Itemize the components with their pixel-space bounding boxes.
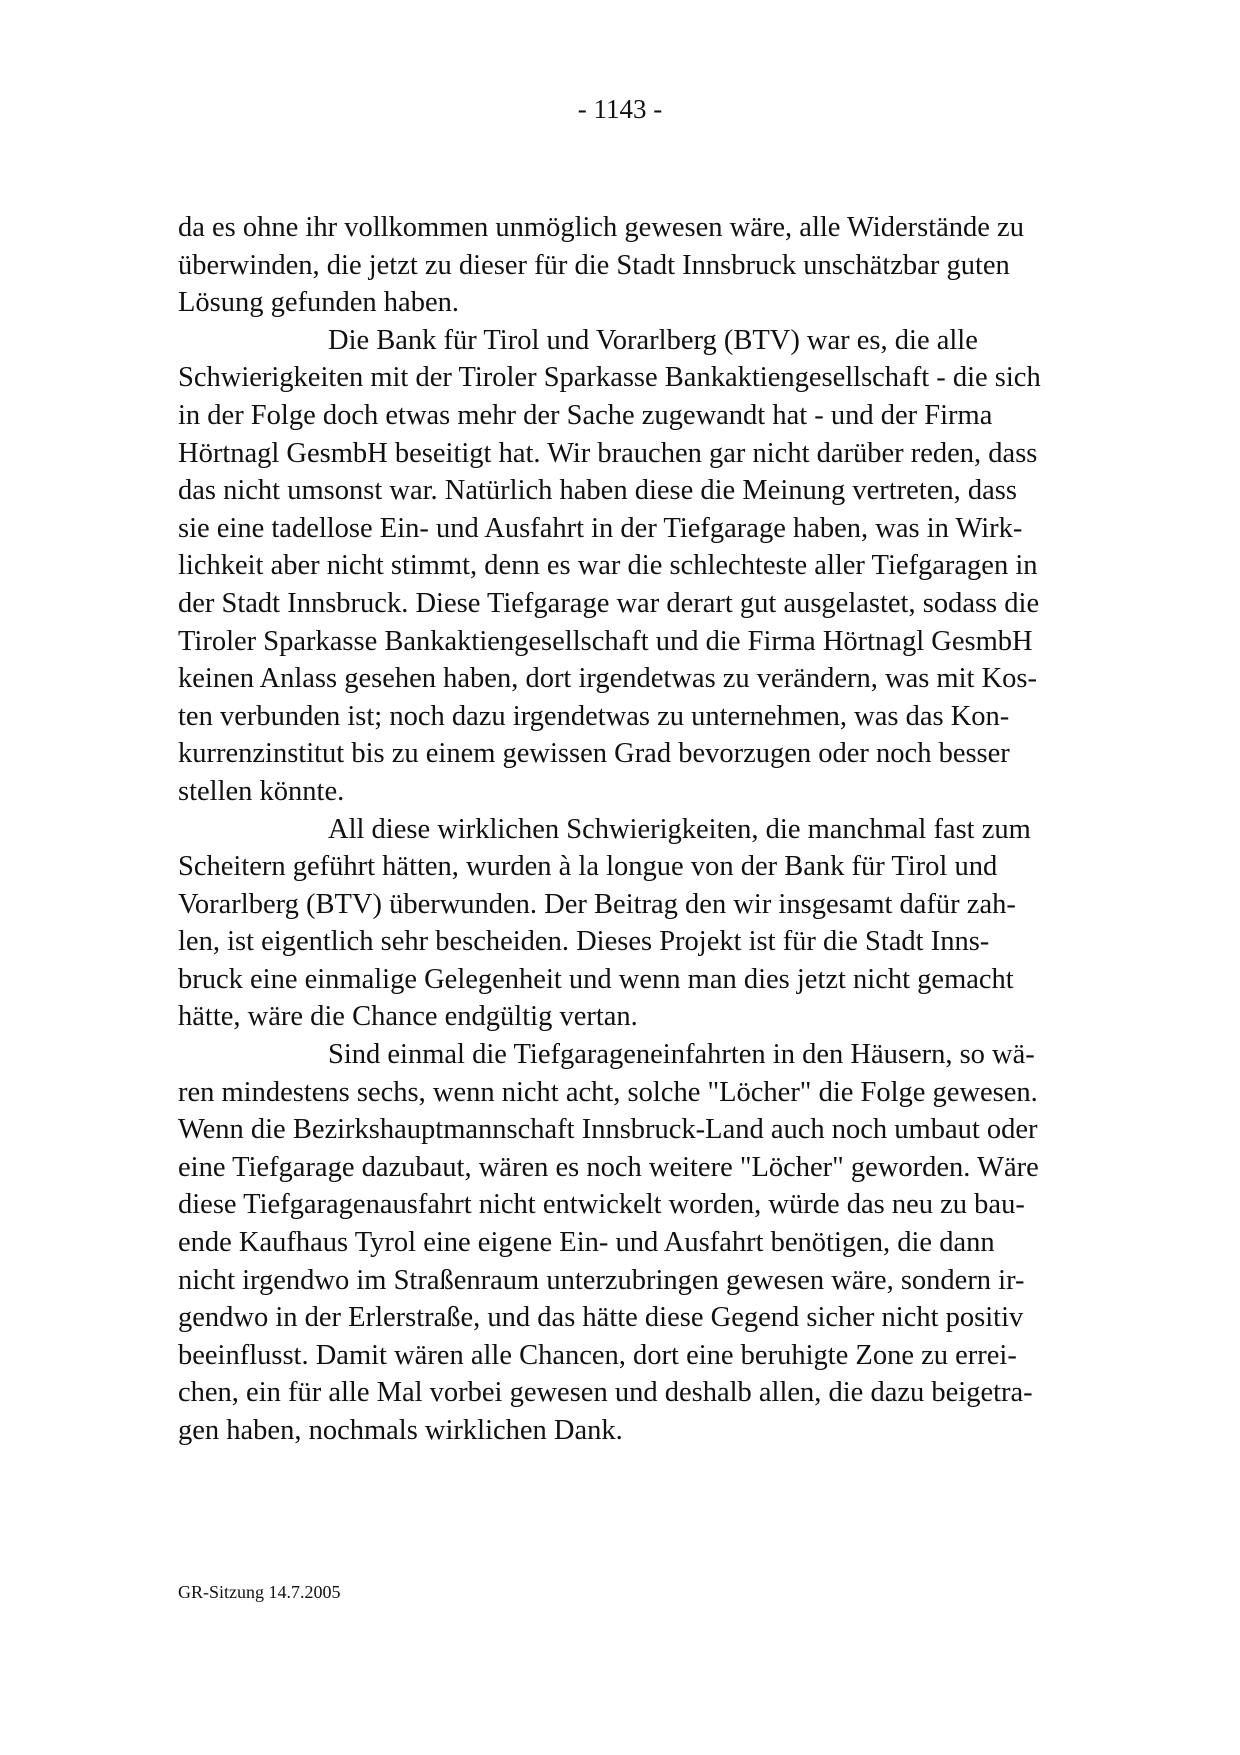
text-line: nicht irgendwo im Straßenraum unterzubringen gewesen wäre, sondern ir- <box>178 1264 1025 1296</box>
text-line: das nicht umsonst war. Natürlich haben diese die Meinung vertreten, dass <box>178 475 1017 507</box>
paragraph-first-line: All diese wirklichen Schwierigkeiten, die manchmal fast zum <box>328 813 1031 845</box>
text-line: beeinflusst. Damit wären alle Chancen, dort eine beruhigte Zone zu errei- <box>178 1339 1017 1371</box>
document-body <box>178 209 1078 1450</box>
text-line: Wenn die Bezirkshauptmannschaft Innsbruck-Land auch noch umbaut oder <box>178 1114 1038 1146</box>
text-line: Hörtnagl GesmbH beseitigt hat. Wir brauchen gar nicht darüber reden, dass <box>178 437 1038 469</box>
text-line: eine Tiefgarage dazubaut, wären es noch weitere "Löcher" geworden. Wäre <box>178 1151 1039 1183</box>
text-line: da es ohne ihr vollkommen unmöglich gewesen wäre, alle Widerstände zu <box>178 212 1024 243</box>
text-line: hätte, wäre die Chance endgültig vertan. <box>178 1001 638 1033</box>
text-line: chen, ein für alle Mal vorbei gewesen und deshalb allen, die dazu beigetra- <box>178 1377 1033 1409</box>
paragraph-first-line: Die Bank für Tirol und Vorarlberg (BTV) war es, die alle <box>328 324 978 356</box>
text-line: len, ist eigentlich sehr bescheiden. Dieses Projekt ist für die Stadt Inns- <box>178 926 990 958</box>
text-line: in der Folge doch etwas mehr der Sache zugewandt hat - und der Firma <box>178 399 993 431</box>
text-line: Scheitern geführt hätten, wurden à la longue von der Bank für Tirol und <box>178 851 998 883</box>
text-line: stellen könnte. <box>178 775 345 807</box>
paragraph-first-line: Sind einmal die Tiefgarageneinfahrten in den Häusern, so wä- <box>328 1039 1035 1071</box>
text-line: ren mindestens sechs, wenn nicht acht, solche "Löcher" die Folge gewesen. <box>178 1076 1038 1108</box>
text-line: gendwo in der Erlerstraße, und das hätte diese Gegend sicher nicht positiv <box>178 1302 1024 1334</box>
text-line: keinen Anlass gesehen haben, dort irgendetwas zu verändern, was mit Kos- <box>178 663 1037 695</box>
text-line: sie eine tadellose Ein- und Ausfahrt in der Tiefgarage haben, was in Wirk- <box>178 512 1023 544</box>
text-line: überwinden, die jetzt zu dieser für die Stadt Innsbruck unschätzbar guten <box>178 249 1010 281</box>
text-line: ende Kaufhaus Tyrol eine eigene Ein- und Ausfahrt benötigen, die dann <box>178 1227 995 1259</box>
text-line: kurrenzinstitut bis zu einem gewissen Grad bevorzugen oder noch besser <box>178 738 1010 770</box>
text-line: Lösung gefunden haben. <box>178 287 459 319</box>
text-line: lichkeit aber nicht stimmt, denn es war die schlechteste aller Tiefgaragen in <box>178 550 1038 582</box>
text-line: Schwierigkeiten mit der Tiroler Sparkasse Bankaktiengesellschaft - die sich <box>178 362 1041 394</box>
text-line: ten verbunden ist; noch dazu irgendetwas zu unternehmen, was das Kon- <box>178 700 1010 732</box>
page-number: - 1143 - <box>577 94 663 124</box>
text-line: diese Tiefgaragenausfahrt nicht entwickelt worden, würde das neu zu bau- <box>178 1189 1025 1221</box>
text-line: Tiroler Sparkasse Bankaktiengesellschaft und die Firma Hörtnagl GesmbH <box>178 625 1033 657</box>
footer-session-date: GR-Sitzung 14.7.2005 <box>178 1582 341 1602</box>
text-line: bruck eine einmalige Gelegenheit und wenn man dies jetzt nicht gemacht <box>178 963 1014 995</box>
text-line: Vorarlberg (BTV) überwunden. Der Beitrag den wir insgesamt dafür zah- <box>178 888 1016 920</box>
text-line: gen haben, nochmals wirklichen Dank. <box>178 1415 623 1446</box>
text-line: der Stadt Innsbruck. Diese Tiefgarage war derart gut ausgelastet, sodass die <box>178 587 1040 619</box>
